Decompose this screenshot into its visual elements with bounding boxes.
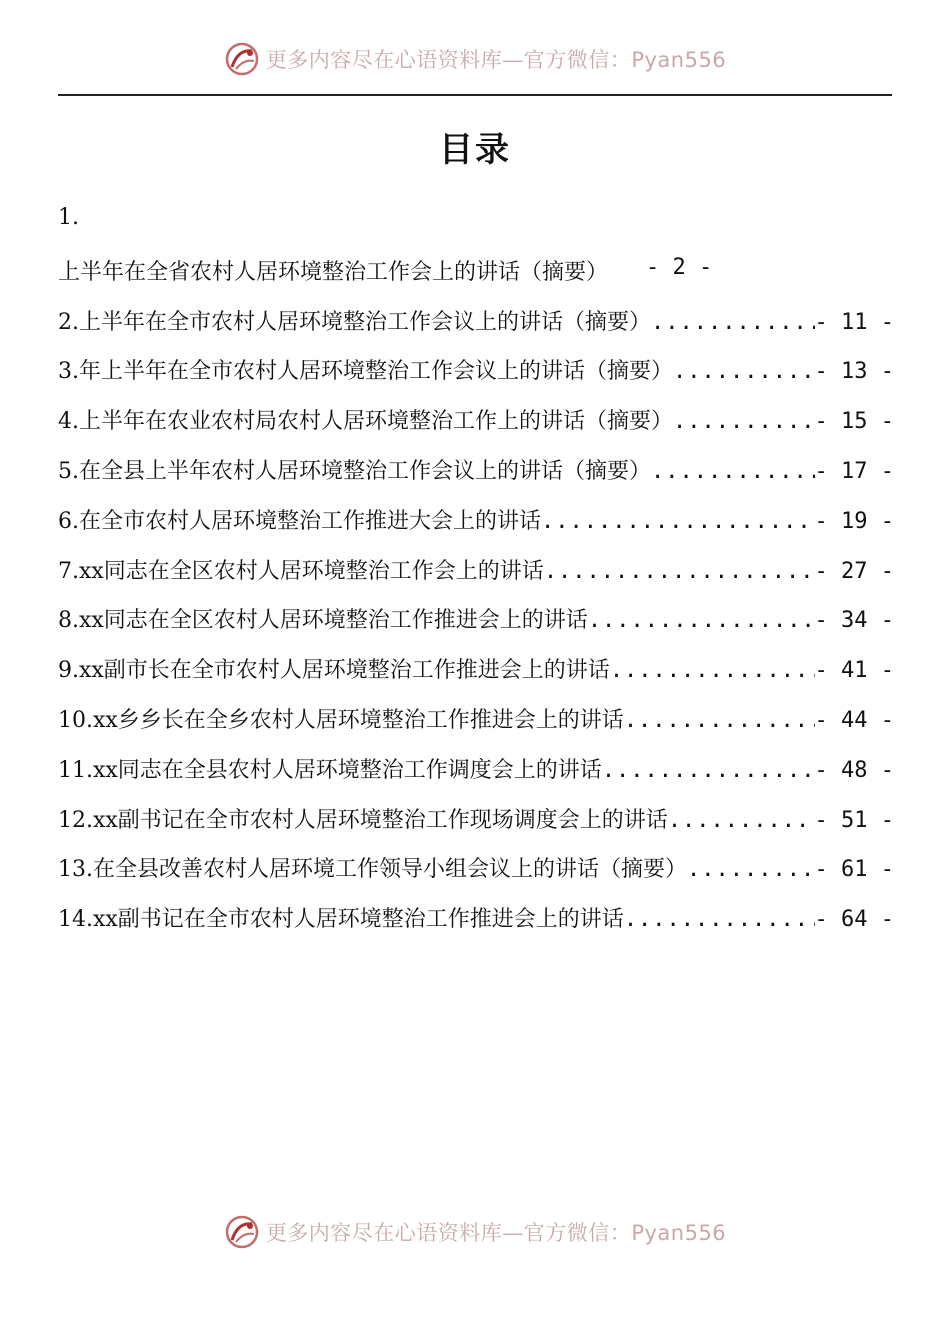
toc-leader-dots: [588, 608, 815, 633]
table-of-contents: [58, 205, 894, 952]
wechat-id: Pyan556: [631, 48, 727, 72]
toc-leader-dots: [673, 409, 815, 434]
toc-entry-page: - 34 -: [814, 608, 894, 634]
toc-entry-page: - 13 -: [814, 359, 894, 385]
toc-first-number: 1.: [58, 205, 79, 230]
toc-entry-title: 9.xx副市长在全市农村人居环境整治工作推进会上的讲话: [58, 658, 610, 684]
toc-entry-page: - 27 -: [814, 558, 894, 584]
banner-text: 更多内容尽在心语资料库—官方微信：: [265, 48, 632, 72]
toc-list: [58, 305, 894, 952]
toc-entry-title: 3.年上半年在全市农村人居环境整治工作会议上的讲话（摘要）: [58, 359, 673, 385]
toc-entry-page: - 15 -: [814, 409, 894, 435]
toc-entry[interactable]: [58, 653, 894, 703]
page-title: 目录: [439, 130, 511, 170]
toc-entry[interactable]: [58, 504, 894, 554]
toc-entry-title: 6.在全市农村人居环境整治工作推进大会上的讲话: [58, 508, 541, 534]
toc-entry-page: - 2 -: [646, 254, 713, 280]
header-rule: [58, 94, 892, 96]
toc-entry-page: - 11 -: [814, 309, 894, 335]
wechat-id: Pyan556: [631, 1221, 727, 1245]
toc-entry[interactable]: [58, 753, 894, 803]
toc-entry[interactable]: [58, 305, 894, 355]
toc-entry-title: 8.xx同志在全区农村人居环境整治工作推进会上的讲话: [58, 608, 588, 634]
toc-leader-dots: [687, 857, 815, 882]
toc-first-entry[interactable]: [58, 255, 894, 305]
toc-leader-dots: [541, 509, 815, 534]
toc-entry-title: 13.在全县改善农村人居环境工作领导小组会议上的讲话（摘要）: [58, 857, 687, 883]
toc-leader-dots: [602, 758, 815, 783]
toc-entry-page: - 19 -: [814, 508, 894, 534]
toc-leader-dots: [673, 359, 815, 384]
brand-logo-icon: [224, 41, 260, 77]
toc-entry-page: - 61 -: [814, 857, 894, 883]
toc-leader-dots: [544, 559, 815, 584]
toc-leader-dots: [624, 708, 815, 733]
toc-entry[interactable]: [58, 603, 894, 653]
toc-entry[interactable]: [58, 554, 894, 604]
toc-entry-page: - 48 -: [814, 757, 894, 783]
toc-leader-dots: [668, 808, 815, 833]
header-banner: [0, 39, 950, 79]
toc-entry-title: 11.xx同志在全县农村人居环境整治工作调度会上的讲话: [58, 757, 602, 783]
brand-logo-icon: [224, 1214, 260, 1250]
toc-entry-page: - 44 -: [814, 707, 894, 733]
toc-entry[interactable]: [58, 354, 894, 404]
toc-leader-dots: [651, 459, 815, 484]
toc-entry-title: 12.xx副书记在全市农村人居环境整治工作现场调度会上的讲话: [58, 807, 668, 833]
toc-entry-title: 10.xx乡乡长在全乡农村人居环境整治工作推进会上的讲话: [58, 707, 624, 733]
toc-entry[interactable]: [58, 803, 894, 853]
footer-banner: [0, 1212, 950, 1252]
toc-entry-page: - 17 -: [814, 458, 894, 484]
banner-text: 更多内容尽在心语资料库—官方微信：: [265, 1221, 632, 1245]
toc-entry-title: 4.上半年在农业农村局农村人居环境整治工作上的讲话（摘要）: [58, 409, 673, 435]
toc-leader-dots: [651, 310, 815, 335]
toc-entry-title: 上半年在全省农村人居环境整治工作会上的讲话（摘要）: [58, 259, 609, 285]
toc-entry-page: - 64 -: [814, 907, 894, 933]
toc-entry-page: - 51 -: [814, 807, 894, 833]
toc-entry[interactable]: [58, 703, 894, 753]
toc-entry[interactable]: [58, 902, 894, 952]
toc-entry[interactable]: [58, 404, 894, 454]
toc-entry-title: 14.xx副书记在全市农村人居环境整治工作推进会上的讲话: [58, 907, 624, 933]
toc-entry-title: 2.上半年在全市农村人居环境整治工作会议上的讲话（摘要）: [58, 309, 651, 335]
toc-entry-page: - 41 -: [814, 658, 894, 684]
toc-leader-dots: [610, 658, 815, 683]
toc-leader-dots: [624, 907, 815, 932]
toc-entry[interactable]: [58, 852, 894, 902]
toc-entry[interactable]: [58, 454, 894, 504]
toc-entry-title: 5.在全县上半年农村人居环境整治工作会议上的讲话（摘要）: [58, 458, 651, 484]
toc-entry-title: 7.xx同志在全区农村人居环境整治工作会上的讲话: [58, 558, 544, 584]
